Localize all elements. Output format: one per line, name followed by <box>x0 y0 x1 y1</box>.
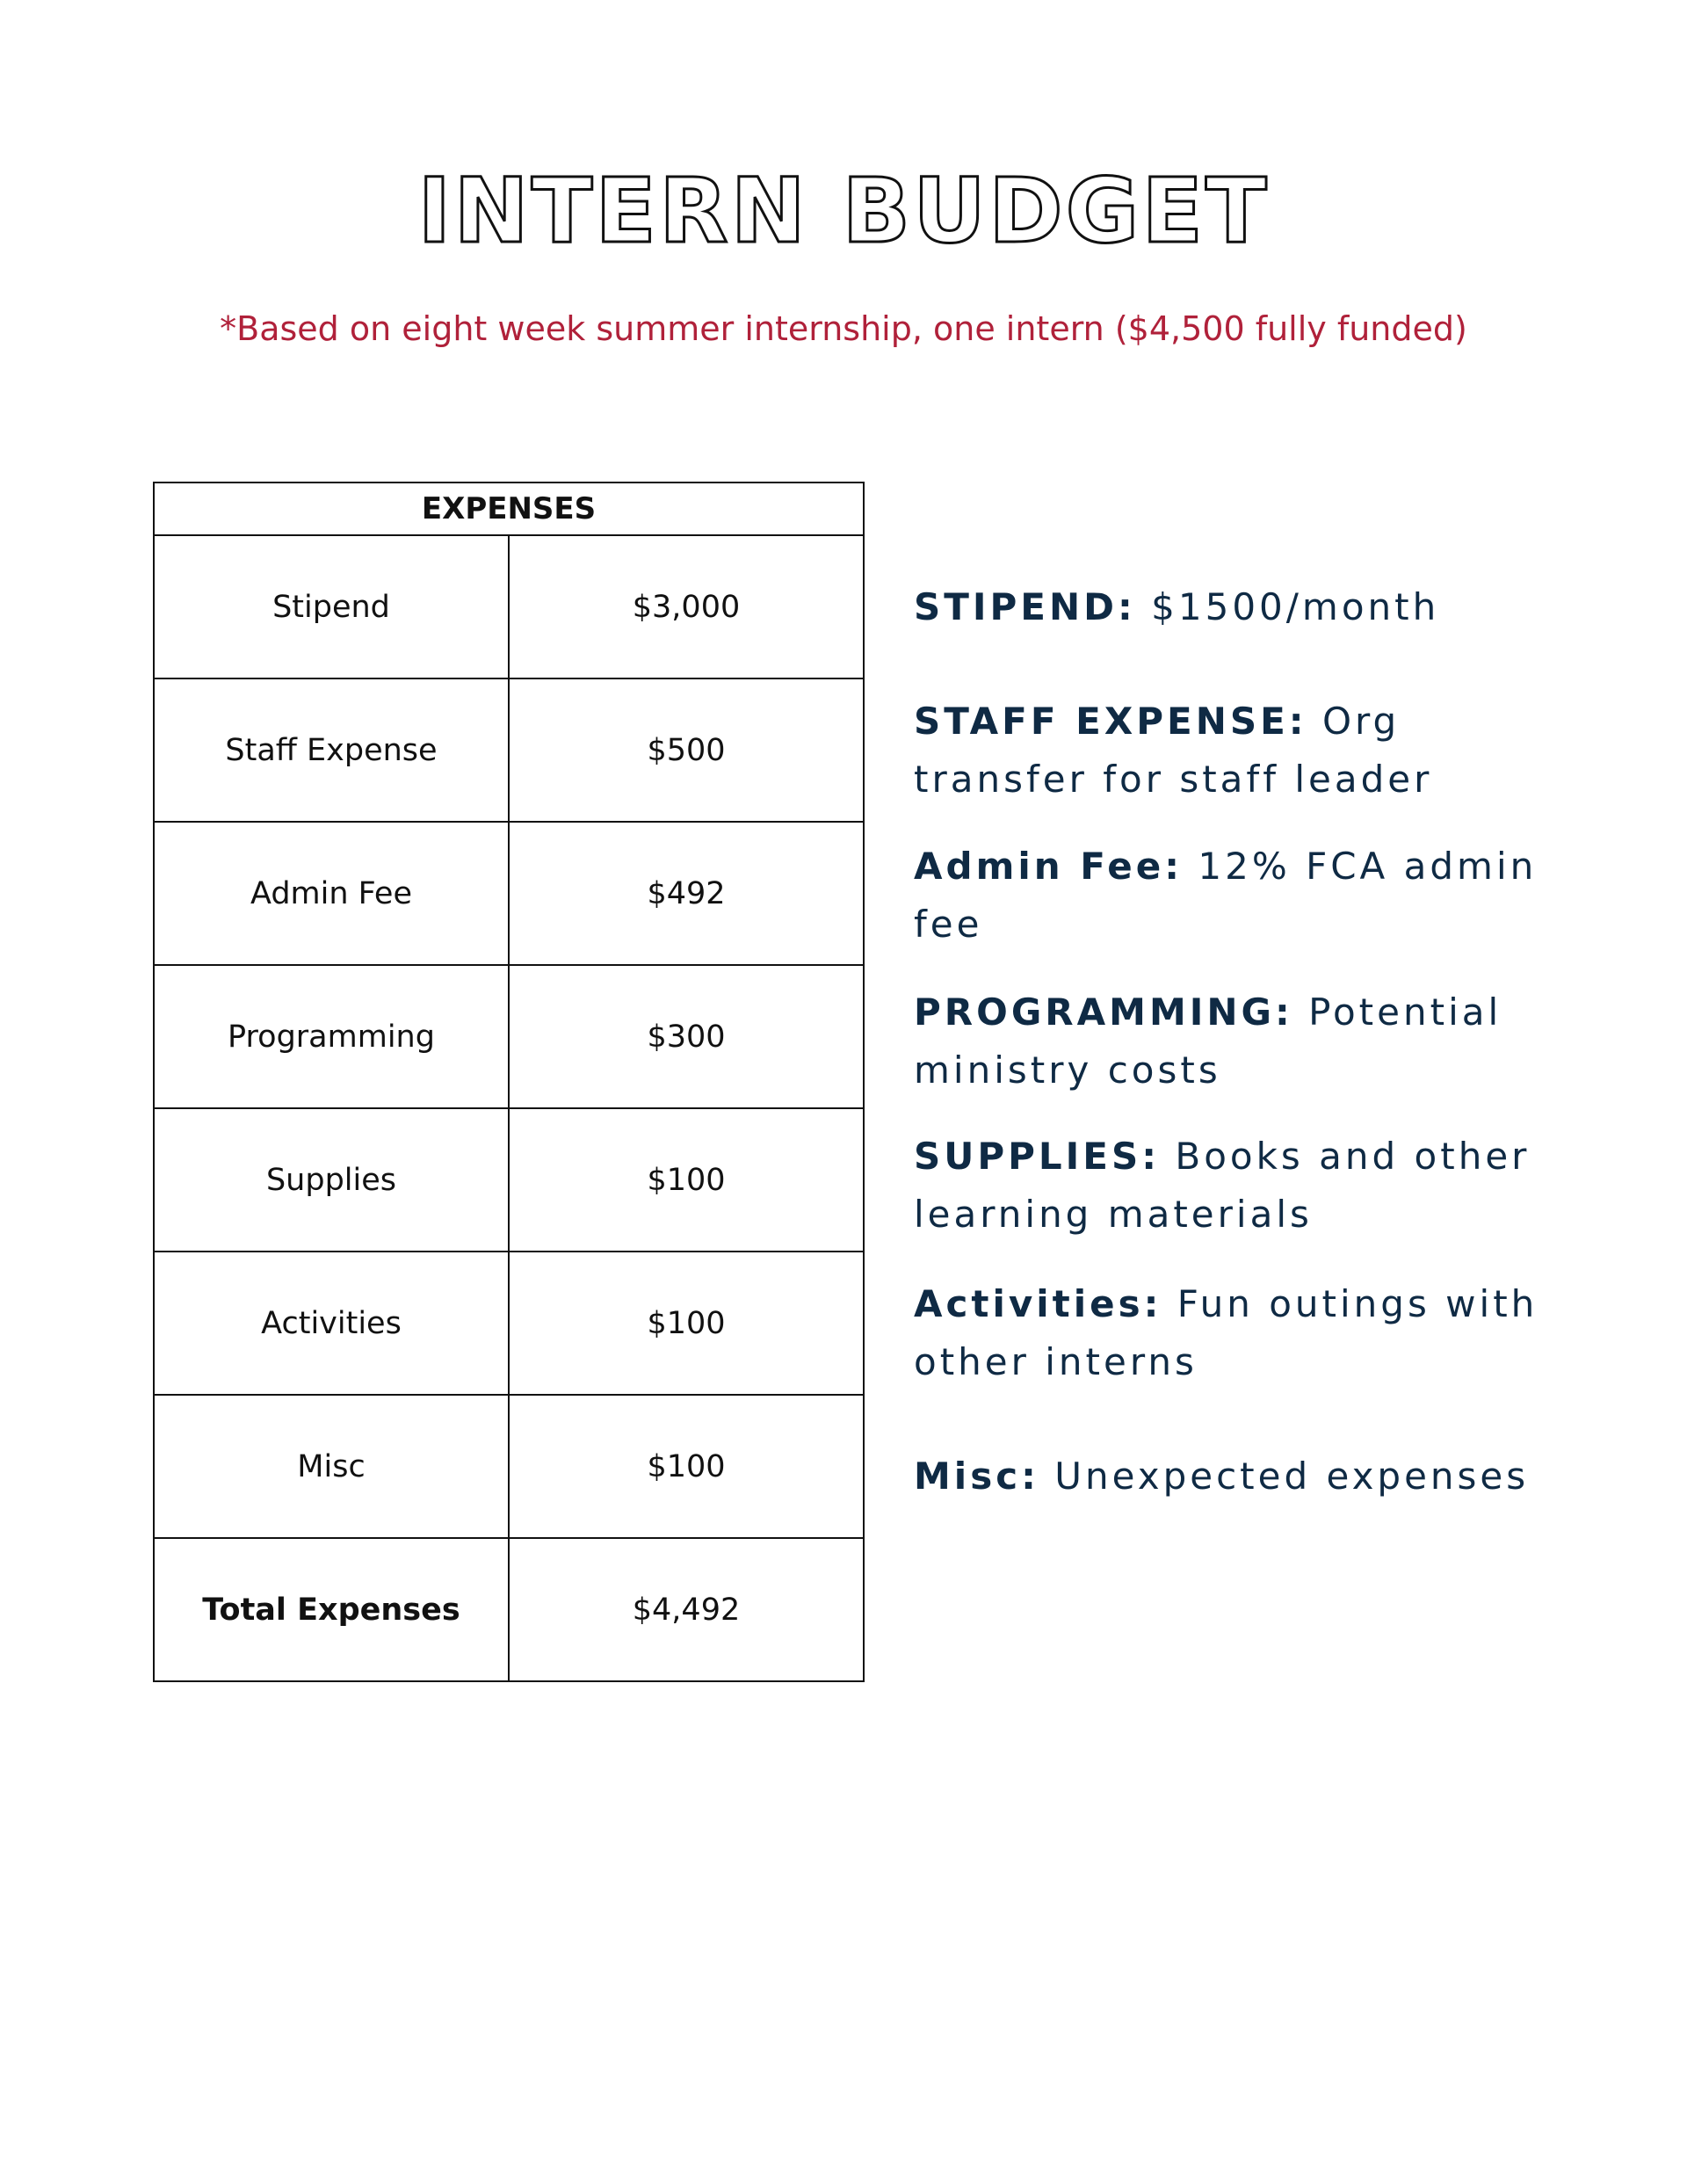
expense-amount: $100 <box>509 1108 864 1252</box>
description-term: PROGRAMMING: <box>914 990 1293 1034</box>
expense-amount: $100 <box>509 1252 864 1395</box>
table-row <box>154 1252 864 1395</box>
description-stipend <box>914 578 1582 636</box>
description-text: Unexpected expenses <box>1054 1455 1530 1498</box>
expense-amount: $3,000 <box>509 535 864 678</box>
description-text: 12% FCA admin fee <box>914 845 1538 946</box>
description-text: $1500/month <box>1151 585 1440 628</box>
description-text: Fun outings with other interns <box>914 1282 1539 1383</box>
expense-label: Staff Expense <box>154 678 509 822</box>
expense-label: Activities <box>154 1252 509 1395</box>
table-row <box>154 965 864 1108</box>
expense-label: Stipend <box>154 535 509 678</box>
description-term: Activities: <box>914 1282 1162 1325</box>
description-supplies <box>914 1128 1582 1244</box>
description-text: Potential ministry costs <box>914 990 1502 1092</box>
expense-label: Misc <box>154 1395 509 1538</box>
page-subtitle: *Based on eight week summer internship, one intern ($4,500 fully funded) <box>220 309 1467 348</box>
description-term: Admin Fee: <box>914 845 1184 888</box>
page-title: INTERN BUDGET <box>417 159 1270 264</box>
description-text: Books and other learning materials <box>914 1135 1531 1236</box>
expense-label: Admin Fee <box>154 822 509 965</box>
table-row <box>154 1395 864 1538</box>
description-term: STIPEND: <box>914 585 1136 628</box>
expenses-table <box>153 482 865 1682</box>
description-programming <box>914 983 1582 1099</box>
description-misc <box>914 1448 1582 1506</box>
expense-label: Supplies <box>154 1108 509 1252</box>
expense-amount: $492 <box>509 822 864 965</box>
table-row <box>154 535 864 678</box>
total-label: Total Expenses <box>154 1538 509 1681</box>
table-row <box>154 822 864 965</box>
description-activities <box>914 1275 1582 1391</box>
total-row <box>154 1538 864 1681</box>
table-row <box>154 678 864 822</box>
description-term: SUPPLIES: <box>914 1135 1161 1178</box>
expense-amount: $300 <box>509 965 864 1108</box>
table-row <box>154 1108 864 1252</box>
expense-label: Programming <box>154 965 509 1108</box>
table-header: EXPENSES <box>154 483 864 535</box>
description-term: Misc: <box>914 1455 1039 1498</box>
expense-amount: $100 <box>509 1395 864 1538</box>
description-staff-expense <box>914 693 1582 809</box>
table-header-row <box>154 483 864 535</box>
expense-amount: $500 <box>509 678 864 822</box>
description-admin-fee <box>914 838 1582 954</box>
description-term: STAFF EXPENSE: <box>914 700 1307 743</box>
total-amount: $4,492 <box>509 1538 864 1681</box>
description-text: Org transfer for staff leader <box>914 700 1433 801</box>
